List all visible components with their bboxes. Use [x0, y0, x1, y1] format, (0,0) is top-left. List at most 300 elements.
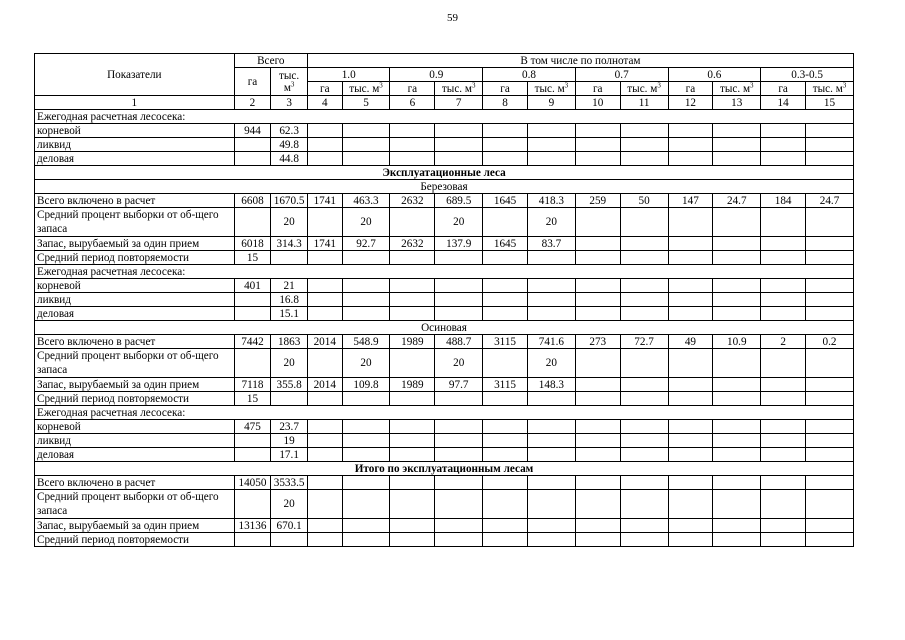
table-cell [620, 533, 668, 547]
table-body [35, 110, 854, 547]
table-cell [806, 448, 854, 462]
table-cell [435, 533, 483, 547]
table-cell: 7118 [234, 378, 271, 392]
table-row [35, 434, 854, 448]
table-cell: 13136 [234, 519, 271, 533]
unit-volume: тыс. $м^3$ [713, 82, 761, 96]
table-cell [527, 251, 575, 265]
table-cell: 24.7 [806, 194, 854, 208]
unit-ha: га [390, 82, 435, 96]
table-cell: 1989 [390, 378, 435, 392]
row-label: ликвид [35, 434, 235, 448]
table-cell [483, 490, 528, 519]
table-row [35, 420, 854, 434]
table-cell [620, 138, 668, 152]
table-cell [307, 208, 342, 237]
table-cell [342, 392, 390, 406]
table-cell [806, 533, 854, 547]
table-cell [713, 519, 761, 533]
table-cell [483, 293, 528, 307]
table-row [35, 293, 854, 307]
row-label: Средний процент выборки от об-щего запаса [35, 349, 235, 378]
table-cell [713, 251, 761, 265]
table-cell [342, 152, 390, 166]
table-cell [390, 251, 435, 265]
table-cell [527, 293, 575, 307]
row-label: корневой [35, 124, 235, 138]
table-cell: 97.7 [435, 378, 483, 392]
table-cell: 3115 [483, 378, 528, 392]
table-cell [234, 307, 271, 321]
table-cell [483, 124, 528, 138]
table-cell [435, 152, 483, 166]
table-row [35, 237, 854, 251]
table-row [35, 194, 854, 208]
section-row [35, 166, 854, 180]
table-cell [620, 124, 668, 138]
table-cell [435, 138, 483, 152]
table-cell [713, 279, 761, 293]
table-cell [575, 279, 620, 293]
table-cell: 401 [234, 279, 271, 293]
table-cell [435, 392, 483, 406]
table-cell [620, 293, 668, 307]
table-cell [435, 307, 483, 321]
table-cell [435, 476, 483, 490]
row-label: Средний период повторяемости [35, 392, 235, 406]
table-cell: 670.1 [271, 519, 308, 533]
table-cell [390, 533, 435, 547]
table-cell: 148.3 [527, 378, 575, 392]
table-cell: 21 [271, 279, 308, 293]
table-cell [761, 349, 806, 378]
table-cell: 548.9 [342, 335, 390, 349]
table-cell: 20 [271, 349, 308, 378]
table-cell [806, 349, 854, 378]
table-cell [342, 293, 390, 307]
table-cell [620, 349, 668, 378]
table-cell [575, 490, 620, 519]
table-cell [806, 476, 854, 490]
table-cell [668, 251, 713, 265]
table-cell [342, 519, 390, 533]
table-cell [307, 490, 342, 519]
table-cell [668, 533, 713, 547]
table-cell: 7442 [234, 335, 271, 349]
table-cell [620, 208, 668, 237]
section-row [35, 321, 854, 335]
table-cell [713, 448, 761, 462]
table-row [35, 152, 854, 166]
table-cell [713, 152, 761, 166]
table-cell [527, 448, 575, 462]
unit-volume: тыс. $м^3$ [620, 82, 668, 96]
table-cell [307, 138, 342, 152]
table-row [35, 448, 854, 462]
table-row [35, 335, 854, 349]
table-cell [806, 392, 854, 406]
table-cell [761, 476, 806, 490]
table-cell: 3115 [483, 335, 528, 349]
table-cell [307, 434, 342, 448]
column-number: 9 [527, 96, 575, 110]
density-header: 0.6 [668, 68, 761, 82]
table-cell: 20 [342, 349, 390, 378]
table-cell [342, 533, 390, 547]
table-cell [575, 124, 620, 138]
table-cell [390, 124, 435, 138]
table-cell [620, 378, 668, 392]
table-cell [761, 490, 806, 519]
table-cell [806, 434, 854, 448]
table-cell [806, 293, 854, 307]
table-cell [307, 152, 342, 166]
unit-ha: га [761, 82, 806, 96]
table-cell [713, 490, 761, 519]
table-cell [271, 533, 308, 547]
table-cell [483, 251, 528, 265]
table-cell [527, 519, 575, 533]
table-cell: 314.3 [271, 237, 308, 251]
table-cell [435, 490, 483, 519]
row-label: корневой [35, 420, 235, 434]
table-cell [307, 448, 342, 462]
table-cell: 20 [342, 208, 390, 237]
table-cell [390, 519, 435, 533]
table-cell [483, 448, 528, 462]
table-cell: 50 [620, 194, 668, 208]
table-cell [761, 208, 806, 237]
table-row [35, 476, 854, 490]
table-cell [307, 392, 342, 406]
table-cell [342, 124, 390, 138]
table-cell [575, 208, 620, 237]
table-cell [390, 392, 435, 406]
row-label: Ежегодная расчетная лесосека: [35, 406, 854, 420]
row-label: корневой [35, 279, 235, 293]
table-cell [575, 293, 620, 307]
table-cell [713, 378, 761, 392]
table-cell [527, 490, 575, 519]
table-cell [761, 448, 806, 462]
table-cell: 62.3 [271, 124, 308, 138]
table-cell [668, 237, 713, 251]
table-cell [575, 349, 620, 378]
table-row [35, 378, 854, 392]
table-cell [390, 448, 435, 462]
table-cell [761, 434, 806, 448]
table-cell [307, 476, 342, 490]
table-cell: 15 [234, 251, 271, 265]
table-cell [435, 434, 483, 448]
table-row [35, 519, 854, 533]
table-cell [390, 420, 435, 434]
table-cell: 20 [271, 208, 308, 237]
table-cell [234, 152, 271, 166]
table-cell [307, 307, 342, 321]
table-cell [668, 378, 713, 392]
table-cell [307, 519, 342, 533]
section-title: Итого по эксплуатационным лесам [35, 462, 854, 476]
column-number: 3 [271, 96, 308, 110]
table-cell [234, 490, 271, 519]
table-cell [620, 448, 668, 462]
table-cell [575, 533, 620, 547]
table-cell [620, 251, 668, 265]
table-cell [234, 533, 271, 547]
table-cell [806, 251, 854, 265]
table-cell: 14050 [234, 476, 271, 490]
table-cell [620, 476, 668, 490]
table-cell [527, 533, 575, 547]
table-row [35, 279, 854, 293]
table-cell [761, 533, 806, 547]
section-title: Эксплуатационные леса [35, 166, 854, 180]
table-row [35, 406, 854, 420]
table-cell [806, 138, 854, 152]
table-cell [342, 490, 390, 519]
table-cell [575, 448, 620, 462]
table-cell: 49.8 [271, 138, 308, 152]
table-cell [575, 237, 620, 251]
table-cell: 944 [234, 124, 271, 138]
table-cell [761, 279, 806, 293]
section-title: Осиновая [35, 321, 854, 335]
table-cell [342, 476, 390, 490]
unit-volume: тыс. $м^3$ [527, 82, 575, 96]
table-cell [527, 434, 575, 448]
table-cell [390, 152, 435, 166]
table-cell [806, 307, 854, 321]
table-cell [483, 519, 528, 533]
column-number: 11 [620, 96, 668, 110]
table-row [35, 392, 854, 406]
section-title: Березовая [35, 180, 854, 194]
table-cell [483, 533, 528, 547]
row-label: деловая [35, 152, 235, 166]
table-cell [806, 237, 854, 251]
table-cell [620, 279, 668, 293]
table-row [35, 208, 854, 237]
table-cell [435, 251, 483, 265]
table-row [35, 138, 854, 152]
table-cell [761, 293, 806, 307]
column-number: 8 [483, 96, 528, 110]
table-cell [390, 476, 435, 490]
table-cell [668, 152, 713, 166]
table-cell [483, 420, 528, 434]
table-cell [713, 392, 761, 406]
table-cell: 10.9 [713, 335, 761, 349]
table-cell [575, 251, 620, 265]
page-number: 59 [447, 12, 458, 24]
table-cell: 1645 [483, 194, 528, 208]
table-cell [806, 208, 854, 237]
table-cell: 2632 [390, 237, 435, 251]
table-cell: 184 [761, 194, 806, 208]
table-row [35, 349, 854, 378]
column-number: 7 [435, 96, 483, 110]
table-cell [342, 138, 390, 152]
table-cell [575, 152, 620, 166]
table-cell [234, 434, 271, 448]
table-cell: 72.7 [620, 335, 668, 349]
header-total-volume: тыс. $м^3$ [271, 68, 308, 96]
section-row [35, 462, 854, 476]
table-cell [668, 124, 713, 138]
unit-ha: га [483, 82, 528, 96]
table-cell [668, 349, 713, 378]
table-cell [668, 448, 713, 462]
table-cell: 2014 [307, 378, 342, 392]
row-label: Запас, вырубаемый за один прием [35, 378, 235, 392]
column-number: 2 [234, 96, 271, 110]
table-cell [575, 476, 620, 490]
table-cell [713, 349, 761, 378]
table-cell: 24.7 [713, 194, 761, 208]
table-cell [668, 307, 713, 321]
table-cell: 273 [575, 335, 620, 349]
table-cell [761, 519, 806, 533]
table-cell [575, 392, 620, 406]
table-cell: 20 [527, 349, 575, 378]
table-cell [483, 152, 528, 166]
column-number: 14 [761, 96, 806, 110]
table-cell [620, 519, 668, 533]
table-cell: 23.7 [271, 420, 308, 434]
header-including-by-density: В том числе по полнотам [307, 54, 853, 68]
table-cell: 137.9 [435, 237, 483, 251]
table-cell: 20 [435, 208, 483, 237]
column-number: 1 [35, 96, 235, 110]
table-cell: 463.3 [342, 194, 390, 208]
table-cell [342, 251, 390, 265]
column-number: 12 [668, 96, 713, 110]
table-cell: 6018 [234, 237, 271, 251]
table-cell [271, 251, 308, 265]
table-cell [668, 392, 713, 406]
table-cell: 1989 [390, 335, 435, 349]
unit-ha: га [575, 82, 620, 96]
table-cell: 92.7 [342, 237, 390, 251]
table-cell [527, 392, 575, 406]
table-cell [575, 519, 620, 533]
table-cell [527, 279, 575, 293]
table-cell [527, 476, 575, 490]
table-cell: 2632 [390, 194, 435, 208]
table-cell [390, 208, 435, 237]
table-cell [620, 420, 668, 434]
table-cell [527, 307, 575, 321]
row-label: деловая [35, 448, 235, 462]
table-cell [806, 490, 854, 519]
table-cell [342, 307, 390, 321]
table-cell [713, 208, 761, 237]
table-cell [620, 307, 668, 321]
density-header: 0.3-0.5 [761, 68, 854, 82]
table-cell [483, 349, 528, 378]
table-cell: 488.7 [435, 335, 483, 349]
row-label: Всего включено в расчет [35, 335, 235, 349]
table-cell [435, 293, 483, 307]
table-cell [234, 349, 271, 378]
table-cell [668, 208, 713, 237]
row-label: Запас, вырубаемый за один прием [35, 237, 235, 251]
table-row [35, 490, 854, 519]
column-number: 13 [713, 96, 761, 110]
table-cell [668, 434, 713, 448]
table-cell [713, 293, 761, 307]
table-cell: 689.5 [435, 194, 483, 208]
table-cell [575, 307, 620, 321]
table-cell [713, 533, 761, 547]
row-label: деловая [35, 307, 235, 321]
unit-volume: тыс. $м^3$ [342, 82, 390, 96]
table-cell [483, 392, 528, 406]
row-label: Всего включено в расчет [35, 476, 235, 490]
table-cell [806, 152, 854, 166]
table-cell [806, 124, 854, 138]
table-cell [435, 279, 483, 293]
table-cell: 20 [435, 349, 483, 378]
header-indicators: Показатели [35, 54, 235, 96]
row-label: Всего включено в расчет [35, 194, 235, 208]
table-cell: 259 [575, 194, 620, 208]
table-cell [390, 490, 435, 519]
table-cell [307, 420, 342, 434]
table-cell [668, 519, 713, 533]
column-number: 10 [575, 96, 620, 110]
row-label: Ежегодная расчетная лесосека: [35, 110, 854, 124]
column-number: 15 [806, 96, 854, 110]
table-cell [234, 448, 271, 462]
table-cell [271, 392, 308, 406]
table-cell [713, 138, 761, 152]
table-cell [761, 307, 806, 321]
table-row [35, 307, 854, 321]
table-cell [390, 293, 435, 307]
table-cell: 20 [271, 490, 308, 519]
table-cell [527, 124, 575, 138]
table-cell: 2014 [307, 335, 342, 349]
table-cell [575, 420, 620, 434]
table-cell: 741.6 [527, 335, 575, 349]
table-cell [234, 208, 271, 237]
row-label: Средний процент выборки от об-щего запаса [35, 208, 235, 237]
table-cell: 1741 [307, 194, 342, 208]
table-row [35, 533, 854, 547]
table-cell [713, 420, 761, 434]
table-cell [668, 293, 713, 307]
table-cell [761, 152, 806, 166]
table-cell [390, 307, 435, 321]
density-header: 0.9 [390, 68, 483, 82]
table-cell [527, 420, 575, 434]
table-cell [483, 476, 528, 490]
table-cell [234, 293, 271, 307]
table-cell [307, 279, 342, 293]
table-cell: 20 [527, 208, 575, 237]
table-cell [575, 434, 620, 448]
column-number: 5 [342, 96, 390, 110]
table-cell: 355.8 [271, 378, 308, 392]
table-cell [620, 152, 668, 166]
table-cell [527, 152, 575, 166]
unit-volume: тыс. $м^3$ [435, 82, 483, 96]
header-total: Всего [234, 54, 307, 68]
row-label: ликвид [35, 293, 235, 307]
table-cell [527, 138, 575, 152]
